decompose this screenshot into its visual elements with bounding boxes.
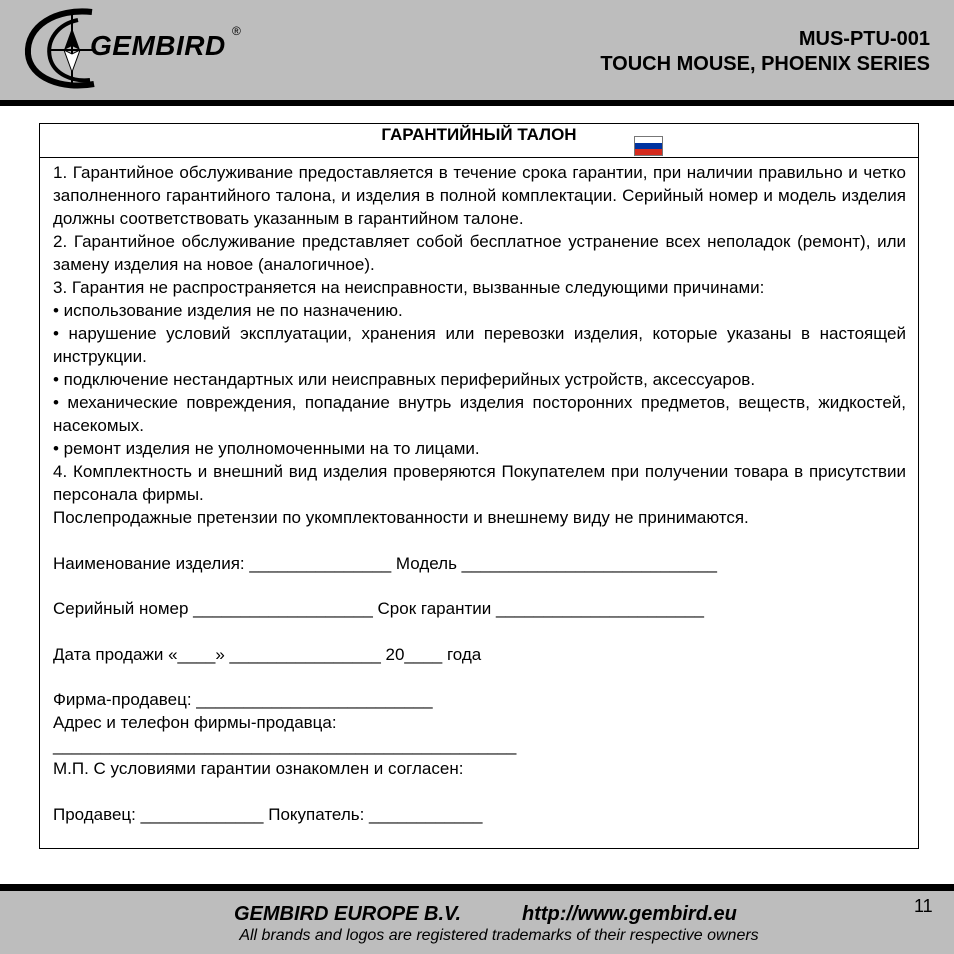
- russian-flag-icon: [634, 136, 663, 156]
- page-header: [0, 0, 954, 100]
- signatures-field: Продавец: _____________ Покупатель: ____________: [53, 804, 483, 824]
- term-paragraph-5: Послепродажные претензии по укомплектованности и внешнему виду не принимаются.: [53, 508, 749, 527]
- sale-date-field: Дата продажи «____» ________________ 20____ года: [53, 644, 482, 664]
- serial-number-field: Серийный номер ___________________ Срок гарантии ______________________: [53, 599, 704, 618]
- term-bullet-4: • механические повреждения, попадание внутрь изделия посторонних предметов, веществ, жидкостей, насекомых.: [53, 393, 906, 435]
- registered-mark: ®: [232, 24, 241, 38]
- term-paragraph-4: 4. Комплектность и внешний вид изделия проверяются Покупателем при получении товара в присутствии персонала фирмы.: [53, 462, 906, 504]
- flag-stripe-red: [635, 149, 662, 155]
- stamp-agreement-line: М.П. С условиями гарантии ознакомлен и согласен:: [53, 759, 464, 778]
- seller-address-blank: _________________________________________________: [53, 736, 517, 755]
- term-paragraph-3: 3. Гарантия не распространяется на неисправности, вызванные следующими причинами:: [53, 278, 765, 297]
- page-number: 11: [914, 896, 933, 916]
- trademark-notice: All brands and logos are registered trademarks of their respective owners: [239, 927, 759, 944]
- website-url: http://www.gembird.eu: [522, 903, 737, 925]
- warranty-terms: [53, 161, 906, 826]
- seller-address-label: Адрес и телефон фирмы-продавца:: [53, 713, 337, 732]
- spacer: [53, 780, 906, 803]
- spacer: [53, 575, 906, 598]
- term-bullet-2: • нарушение условий эксплуатации, хранения или перевозки изделия, которые указаны в настоящей инструкции.: [53, 324, 906, 366]
- term-bullet-1: • использование изделия не по назначению.: [53, 301, 403, 320]
- footer-divider: [0, 884, 954, 891]
- header-divider: [0, 100, 954, 106]
- company-name: GEMBIRD EUROPE B.V.: [234, 903, 462, 925]
- product-name-field: Наименование изделия: _______________ Модель ___________________________: [53, 553, 717, 573]
- spacer: [53, 666, 906, 689]
- term-bullet-5: • ремонт изделия не уполномоченными на то лицами.: [53, 439, 480, 458]
- brand-wordmark: GEMBIRD: [90, 30, 226, 61]
- term-paragraph-1: 1. Гарантийное обслуживание предоставляется в течение срока гарантии, при наличии правильно и четко заполненного гарантийного талона, и изделия в полной комплектации. Серийный номер и модель изделия должны соответствовать указанным в гарантийном талоне.: [53, 163, 906, 228]
- spacer: [53, 529, 906, 552]
- warranty-card-header: [40, 124, 918, 158]
- seller-firm-field: Фирма-продавец: _________________________: [53, 690, 433, 709]
- model-code: MUS-PTU-001: [798, 28, 930, 50]
- model-name: TOUCH MOUSE, PHOENIX SERIES: [600, 53, 930, 75]
- term-paragraph-2: 2. Гарантийное обслуживание представляет собой бесплатное устранение всех неполадок (ремонт), или замену изделия на новое (аналогичное).: [53, 232, 906, 274]
- warranty-card-title: ГАРАНТИЙНЫЙ ТАЛОН: [381, 125, 577, 144]
- warranty-card: [39, 123, 919, 849]
- spacer: [53, 620, 906, 643]
- term-bullet-3: • подключение нестандартных или неисправных периферийных устройств, аксессуаров.: [53, 370, 756, 389]
